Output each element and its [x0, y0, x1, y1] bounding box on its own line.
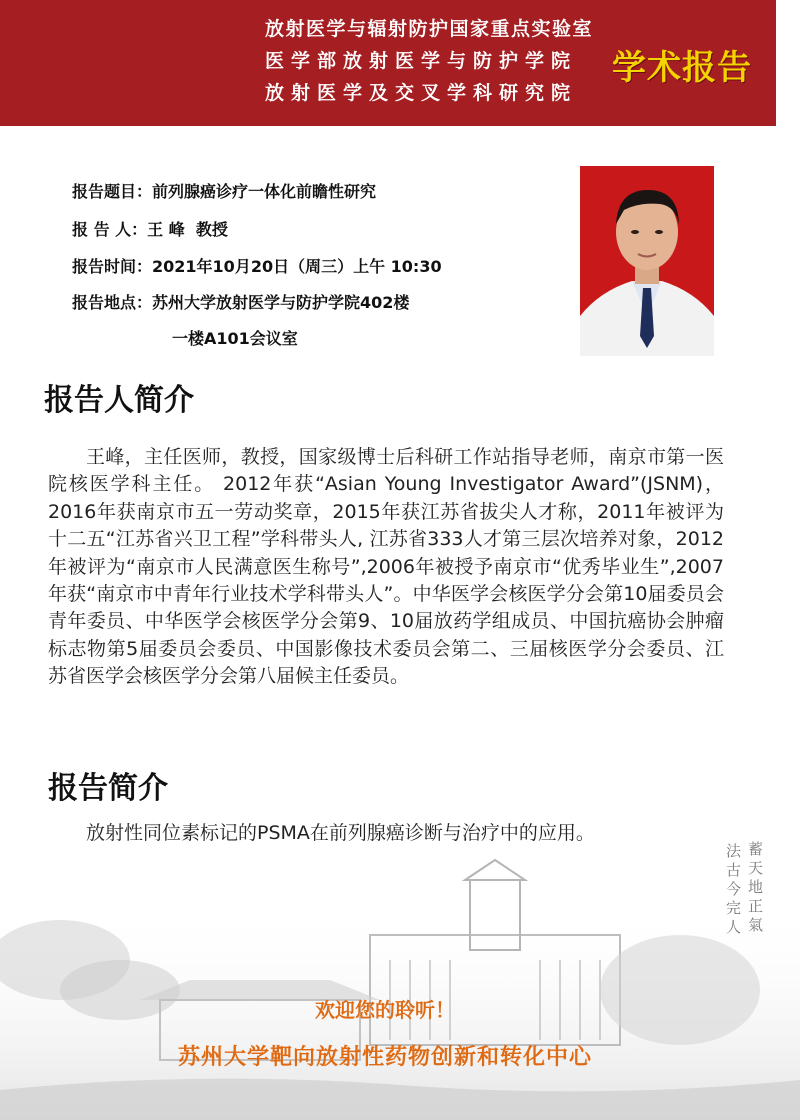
institute-name-line: 放射医学及交叉学科研究院 — [265, 82, 578, 104]
abstract-text: 放射性同位素标记的PSMA在前列腺癌诊断与治疗中的应用。 — [86, 822, 595, 844]
place-row — [72, 290, 409, 313]
place-value-line2: 一楼A101会议室 — [172, 329, 298, 348]
report-title-label: 报告题目： — [72, 182, 153, 201]
school-name-line: 医学部放射医学与防护学院 — [265, 50, 578, 72]
campus-ink-sketch — [0, 840, 800, 1120]
speaker-label: 报 告 人： — [72, 220, 148, 239]
report-title-value: 前列腺癌诊疗一体化前瞻性研究 — [152, 182, 377, 201]
time-row — [72, 254, 442, 277]
abstract-heading: 报告简介 — [48, 771, 168, 806]
organizer-center: 苏州大学靶向放射性药物创新和转化中心 — [177, 1045, 592, 1070]
calligraphy-column-2: 法古今完人 — [726, 842, 742, 936]
time-label: 报告时间： — [72, 257, 153, 276]
bio-heading: 报告人简介 — [44, 383, 194, 418]
place-value: 苏州大学放射医学与防护学院402楼 — [152, 293, 410, 312]
academic-report-badge: 学术报告 — [612, 48, 752, 88]
place-label: 报告地点： — [72, 293, 153, 312]
speaker-photo — [580, 166, 714, 356]
report-title-row — [72, 179, 376, 202]
welcome-text: 欢迎您的聆听！ — [315, 998, 455, 1022]
bio-text-block — [48, 444, 724, 691]
speaker-value: 王 峰 教授 — [147, 220, 228, 239]
bio-paragraph: 王峰，主任医师，教授，国家级博士后科研工作站指导老师，南京市第一医院核医学科主任。 2012年获“Asian Young Investigator Award”(JSNM)，2016年获南京市五一劳动奖章，2015年获江苏省拔尖人才称，2011年被评为十二五“江苏省兴卫工程”学科带头人, 江苏省333人才第三层次培养对象，2012年被评为“南京市人民满意医生称号”,2006年被授予南京市“优秀毕业生”,2007年获“南京市中青年行业技术学科带头人”。中华医学会核医学分会第10届委员会青年委员、中华医学会核医学分会第9、10届放药学组成员、中国抗癌协会肿瘤标志物第5届委员会委员、中国影像技术委员会第二、三届核医学分会委员、江苏省医学会核医学分会第八届候主任委员。 — [48, 446, 724, 688]
lab-name-line: 放射医学与辐射防护国家重点实验室 — [265, 18, 594, 40]
calligraphy-column-1: 蓄天地正氣 — [748, 840, 764, 934]
speaker-row — [72, 217, 228, 240]
time-value: 2021年10月20日（周三）上午 10:30 — [152, 257, 442, 276]
